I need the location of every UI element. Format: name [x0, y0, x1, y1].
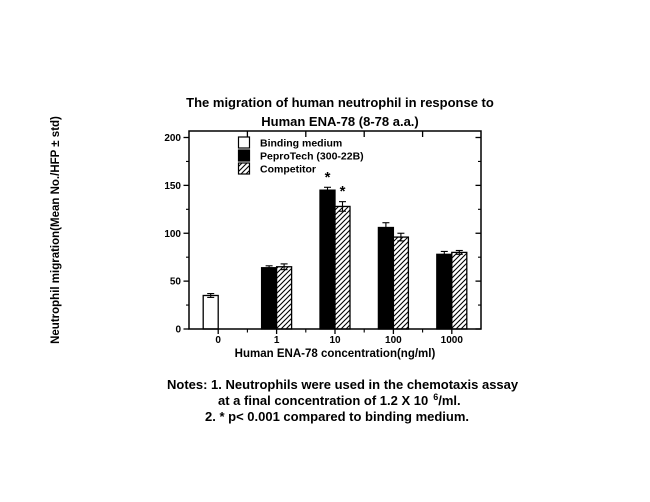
legend-label-peprotech-300-22b: PeproTech (300-22B)	[260, 150, 364, 163]
bar-0-open	[203, 295, 218, 329]
legend-label-binding-medium: Binding medium	[260, 137, 343, 150]
y-tick-label: 100	[164, 228, 181, 240]
bar-10-solid	[320, 190, 335, 329]
x-tick-label: 1000	[440, 335, 463, 346]
significance-asterisk: *	[339, 183, 346, 201]
bars-group	[203, 190, 467, 329]
bar-1-hatched	[277, 267, 292, 329]
bar-10-hatched	[335, 206, 350, 329]
x-tick-label: 100	[385, 335, 402, 346]
significance-asterisk: *	[324, 168, 331, 186]
legend	[239, 137, 364, 176]
note-line-2-text: at a final concentration of 1.2 X 10	[218, 393, 429, 408]
bar-1000-hatched	[452, 252, 467, 329]
x-tick-label: 10	[329, 335, 341, 346]
note-line-2	[218, 393, 461, 408]
chart-title-line2: Human ENA-78 (8-78 a.a.)	[261, 114, 419, 129]
bar-1-solid	[262, 268, 277, 329]
y-tick-label: 50	[169, 276, 181, 288]
x-tick-label: 1	[273, 335, 280, 346]
x-axis-title: Human ENA-78 concentration(ng/ml)	[234, 348, 436, 360]
x-tick-label: 0	[215, 335, 221, 346]
note-line-2-superscript: 6	[433, 392, 439, 402]
note-line-2-suffix: /ml.	[438, 393, 461, 408]
y-axis-title: Neutrophil migration(Mean No./HFP ± std)	[50, 116, 62, 344]
legend-label-competitor: Competitor	[260, 163, 316, 176]
legend-swatch-solid	[239, 150, 250, 161]
chart-title-line1: The migration of human neutrophil in response to	[186, 95, 494, 110]
note-line-1: Notes: 1. Neutrophils were used in the chemotaxis assay	[167, 377, 519, 392]
bar-1000-solid	[437, 254, 452, 329]
legend-swatch-hatched	[239, 163, 250, 174]
y-tick-label: 150	[164, 180, 181, 192]
legend-swatch-open	[239, 137, 250, 148]
y-tick-label: 0	[175, 324, 181, 336]
bar-100-hatched	[393, 237, 408, 329]
note-line-3: 2. * p< 0.001 compared to binding medium.	[205, 409, 470, 424]
y-tick-label: 200	[164, 133, 181, 144]
bar-100-solid	[378, 228, 393, 329]
